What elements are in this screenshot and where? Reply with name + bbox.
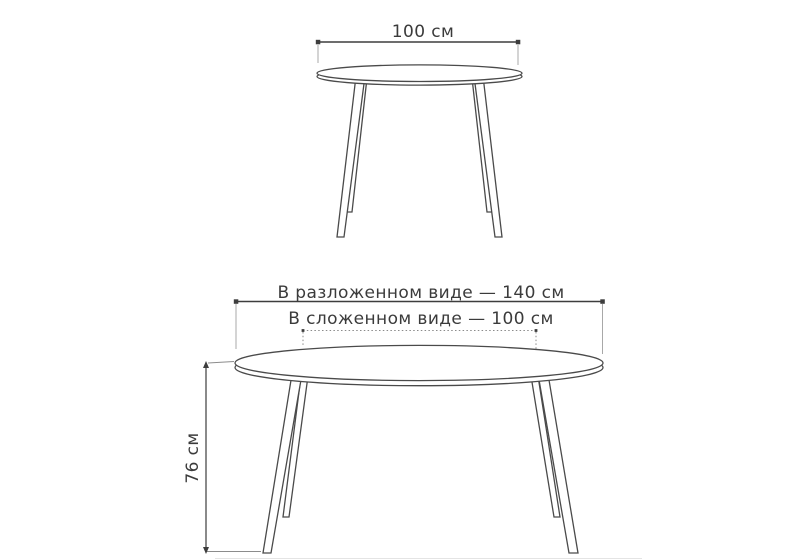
- arrow-up: [203, 361, 209, 368]
- reference-line-top: [208, 362, 234, 364]
- dimension-end-marker: [316, 40, 321, 45]
- dimension-end-marker: [600, 299, 605, 304]
- unfolded-width-label: В разложенном виде — 140 см: [277, 283, 565, 303]
- folded-width-label: 100 см: [391, 22, 455, 42]
- table-leg-front-right: [474, 76, 502, 237]
- dimension-end-marker: [302, 329, 305, 332]
- height-dimension: [203, 361, 261, 554]
- dimension-end-marker: [234, 299, 239, 304]
- folded-table-drawing: [316, 40, 522, 237]
- table-leg-front-right: [538, 374, 578, 553]
- arrow-down: [203, 547, 209, 554]
- folded-width-reference-label: В сложенном виде — 100 см: [288, 309, 554, 329]
- unfolded-table-drawing: [203, 299, 642, 558]
- folded-width-dimension: [316, 40, 521, 65]
- table-leg-front-left: [337, 76, 365, 237]
- dimension-end-marker: [516, 40, 521, 45]
- height-label: 76 см: [183, 432, 203, 484]
- tabletop-surface: [317, 65, 522, 82]
- dimension-end-marker: [535, 329, 538, 332]
- tabletop-surface: [235, 345, 603, 380]
